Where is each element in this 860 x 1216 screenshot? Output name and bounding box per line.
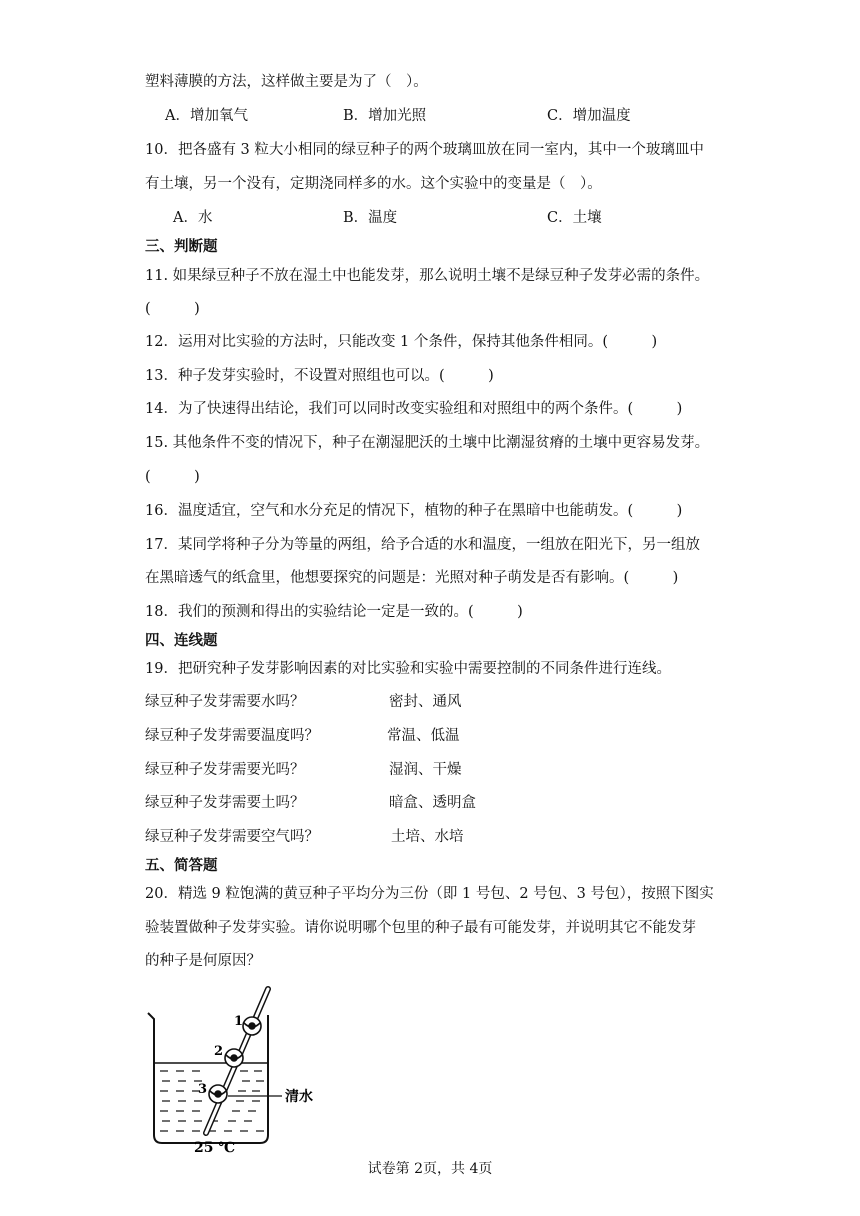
q17-line2: 在黑暗透气的纸盒里，他想要探究的问题是：光照对种子萌发是否有影响。( ): [145, 570, 679, 586]
q17-line1: 17．某同学将种子分为等量的两组，给予合适的水和温度，一组放在阳光下，另一组放: [145, 537, 700, 553]
q11-line1: 11. 如果绿豆种子不放在湿土中也能发芽，那么说明土壤不是绿豆种子发芽必需的条件。: [145, 268, 710, 284]
q9-option-b: B．增加光照: [343, 108, 427, 124]
q20-line3: 的种子是何原因？: [145, 953, 261, 969]
match-right-item: 湿润、干燥: [389, 762, 462, 778]
temperature-label: 25 ℃: [194, 1140, 236, 1155]
section-heading-short-answer: 五、简答题: [145, 858, 218, 874]
section-heading-judgment: 三、判断题: [145, 239, 218, 255]
match-left-item: 绿豆种子发芽需要温度吗？: [145, 728, 319, 744]
page-footer: 试卷第 2页，共 4页: [367, 1161, 493, 1177]
q16: 16．温度适宜，空气和水分充足的情况下，植物的种子在黑暗中也能萌发。( ): [145, 503, 683, 519]
match-right-item: 密封、通风: [389, 694, 462, 710]
q19-stem: 19．把研究种子发芽影响因素的对比实验和实验中需要控制的不同条件进行连线。: [145, 661, 671, 677]
q10-option-c: C．土壤: [547, 210, 602, 226]
q14: 14．为了快速得出结论，我们可以同时改变实验组和对照组中的两个条件。( ): [145, 401, 683, 417]
q10-option-b: B．温度: [343, 210, 398, 226]
seed-pack-3-label: 3: [198, 1082, 208, 1097]
seed-pack-3: [209, 1085, 227, 1103]
q20-line1: 20．精选 9 粒饱满的黄豆种子平均分为三份（即 1 号包、2 号包、3 号包），按照下图实: [145, 886, 714, 902]
q15-line1: 15. 其他条件不变的情况下，种子在潮湿肥沃的土壤中比潮湿贫瘠的土壤中更容易发芽。: [145, 435, 710, 451]
q12: 12．运用对比实验的方法时，只能改变 1 个条件，保持其他条件相同。( ): [145, 334, 658, 350]
seed-pack-1: [243, 1017, 261, 1035]
q15-line2: ( ): [145, 469, 200, 485]
match-left-item: 绿豆种子发芽需要水吗？: [145, 694, 305, 710]
q20-line2: 验装置做种子发芽实验。请你说明哪个包里的种子最有可能发芽，并说明其它不能发芽: [145, 920, 696, 936]
seed-pack-1-label: 1: [234, 1014, 244, 1029]
q10-option-a: A．水: [173, 210, 213, 226]
q9-option-c: C．增加温度: [547, 108, 631, 124]
q18: 18．我们的预测和得出的实验结论一定是一致的。( ): [145, 604, 523, 620]
q11-line2: ( ): [145, 301, 200, 317]
beaker-experiment-figure: [140, 985, 330, 1155]
seed-pack-2-label: 2: [214, 1044, 224, 1059]
match-right-item: 暗盒、透明盒: [389, 795, 476, 811]
water-label: 清水: [285, 1089, 313, 1105]
q9-continuation: 塑料薄膜的方法，这样做主要是为了（ ）。: [145, 74, 428, 90]
match-left-item: 绿豆种子发芽需要光吗？: [145, 762, 305, 778]
q10-line2: 有土壤，另一个没有，定期浇同样多的水。这个实验中的变量是（ ）。: [145, 176, 602, 192]
match-left-item: 绿豆种子发芽需要土吗？: [145, 795, 305, 811]
seed-pack-2: [225, 1049, 243, 1067]
match-right-item: 土培、水培: [391, 829, 464, 845]
q10-line1: 10．把各盛有 3 粒大小相同的绿豆种子的两个玻璃皿放在同一室内，其中一个玻璃皿中: [145, 142, 704, 158]
match-left-item: 绿豆种子发芽需要空气吗？: [145, 829, 319, 845]
q13: 13．种子发芽实验时，不设置对照组也可以。( ): [145, 368, 494, 384]
section-heading-matching: 四、连线题: [145, 633, 218, 649]
match-right-item: 常温、低温: [387, 728, 460, 744]
q9-option-a: A．增加氧气: [165, 108, 248, 124]
